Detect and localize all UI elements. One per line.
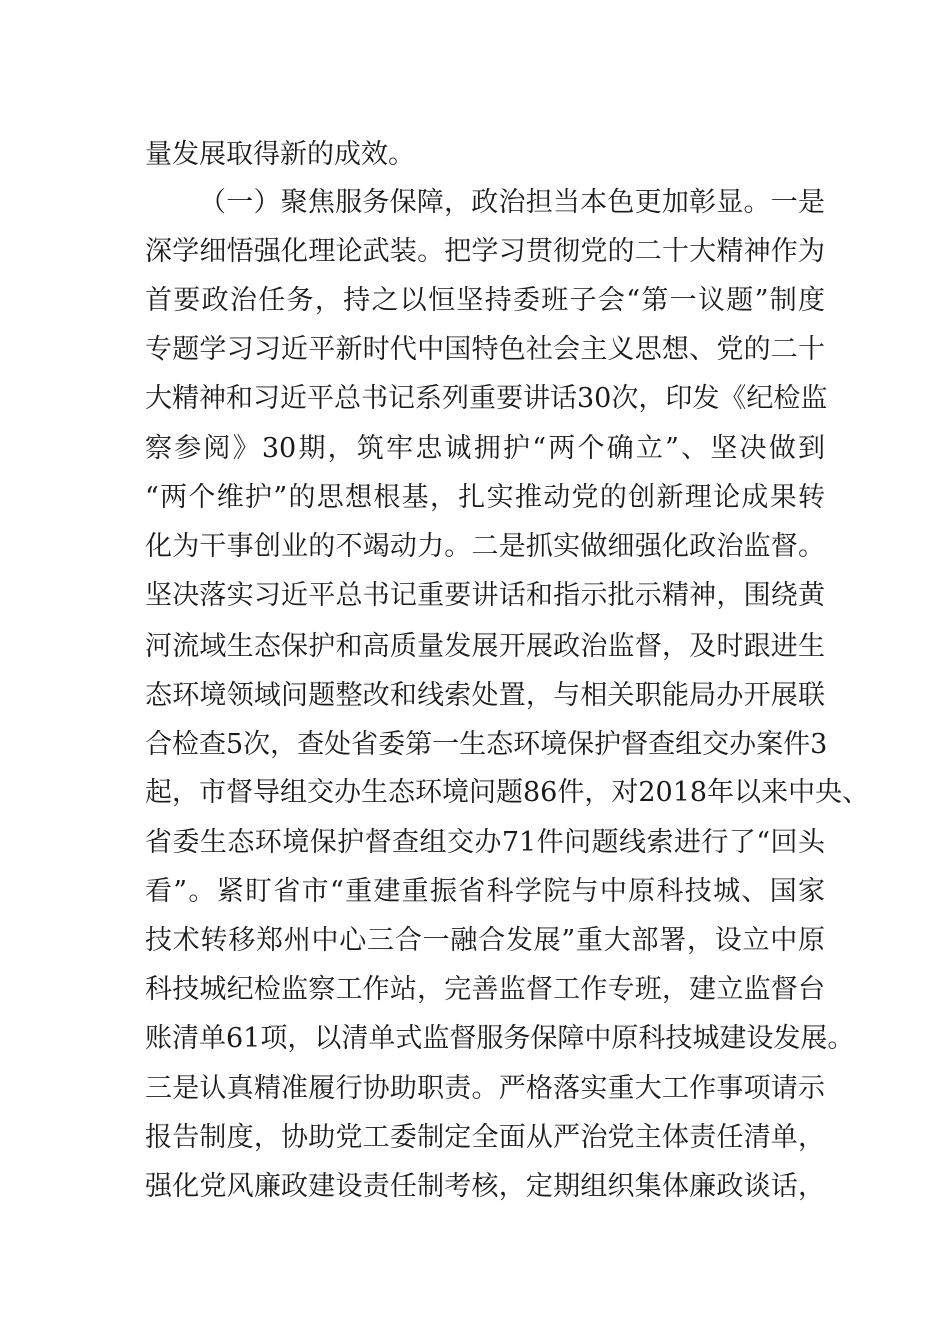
paragraph-line: 坚决落实习近平总书记重要讲话和指示批示精神，围绕黄 — [145, 580, 825, 611]
paragraph-line: 科技城纪检监察工作站，完善监督工作专班，建立监督台 — [145, 974, 825, 1005]
paragraph-line: 量发展取得新的成效。 — [145, 139, 415, 170]
paragraph-line: “两个维护”的思想根基，扎实推动党的创新理论成果转 — [145, 482, 825, 513]
paragraph-line: 账清单61项，以清单式监督服务保障中原科技城建设发展。 — [145, 1023, 855, 1054]
paragraph-line: 技术转移郑州中心三合一融合发展”重大部署，设立中原 — [145, 925, 825, 956]
section-heading-line: （一）聚焦服务保障，政治担当本色更加彰显。一是 — [199, 187, 825, 218]
paragraph-line: 态环境领域问题整改和线索处置，与相关职能局办开展联 — [145, 680, 825, 711]
paragraph-line: 合检查5次，查处省委第一生态环境保护督查组交办案件3 — [145, 729, 828, 760]
paragraph-line: 起，市督导组交办生态环境问题86件，对2018年以来中央、 — [145, 777, 870, 808]
paragraph-line: 省委生态环境保护督查组交办71件问题线索进行了“回头 — [145, 827, 825, 858]
paragraph-line: 强化党风廉政建设责任制考核，定期组织集体廉政谈话， — [145, 1171, 825, 1202]
paragraph-line: 三是认真精准履行协助职责。严格落实重大工作事项请示 — [145, 1073, 825, 1104]
paragraph-line: 报告制度，协助党工委制定全面从严治党主体责任清单， — [145, 1122, 825, 1153]
paragraph-line: 专题学习习近平新时代中国特色社会主义思想、党的二十 — [145, 334, 825, 365]
paragraph-line: 察参阅》30期，筑牢忠诚拥护“两个确立”、坚决做到 — [145, 433, 825, 464]
paragraph-line: 看”。紧盯省市“重建重振省科学院与中原科技城、国家 — [145, 876, 825, 907]
paragraph-line: 首要政治任务，持之以恒坚持委班子会“第一议题”制度 — [145, 285, 825, 316]
paragraph-line: 河流域生态保护和高质量发展开展政治监督，及时跟进生 — [145, 631, 825, 662]
paragraph-line: 化为干事创业的不竭动力。二是抓实做细强化政治监督。 — [145, 531, 825, 562]
paragraph-line: 深学细悟强化理论武装。把学习贯彻党的二十大精神作为 — [145, 236, 825, 267]
paragraph-line: 大精神和习近平总书记系列重要讲话30次，印发《纪检监 — [145, 383, 828, 414]
